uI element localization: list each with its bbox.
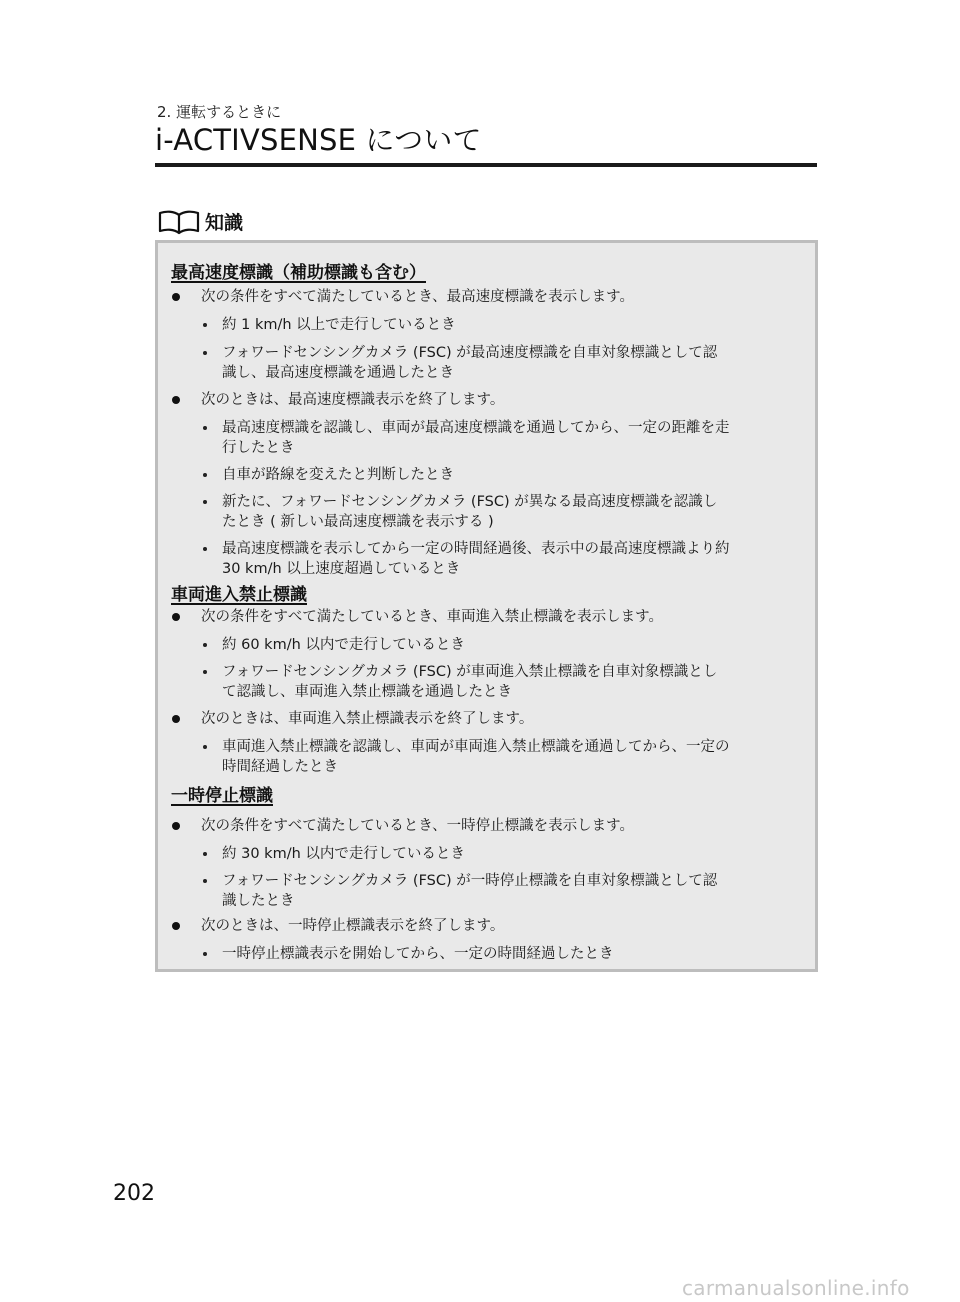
sub-bullet-text: 約 30 km/h 以内で走行しているとき bbox=[222, 846, 465, 862]
sub-bullet-text: フォワードセンシングカメラ (FSC) が最高速度標識を自車対象標識として認 bbox=[222, 345, 718, 361]
page-title: i-ACTIVSENSE について bbox=[155, 123, 482, 157]
bullet-dot bbox=[172, 293, 180, 301]
sub-bullet-text: 30 km/h 以上速度超過しているとき bbox=[222, 561, 461, 577]
book-icon bbox=[157, 209, 201, 235]
sub-bullet-text: 識し、最高速度標識を通過したとき bbox=[222, 365, 454, 381]
sub-bullet-text: 約 60 km/h 以内で走行しているとき bbox=[222, 637, 465, 653]
sub-bullet-dot bbox=[203, 473, 207, 477]
bullet-dot bbox=[172, 922, 180, 930]
sub-bullet-dot bbox=[203, 643, 207, 647]
sub-bullet-text: フォワードセンシングカメラ (FSC) が一時停止標識を自車対象標識として認 bbox=[222, 873, 718, 889]
bullet-text: 次のときは、最高速度標識表示を終了します。 bbox=[201, 392, 505, 408]
bullet-text: 次の条件をすべて満たしているとき、車両進入禁止標識を表示します。 bbox=[201, 609, 663, 625]
sub-bullet-dot bbox=[203, 323, 207, 327]
section-heading: 最高速度標識（補助標識も含む） bbox=[171, 263, 426, 283]
sub-bullet-text: 自車が路線を変えたと判断したとき bbox=[222, 467, 454, 483]
sub-bullet-text: 最高速度標識を認識し、車両が最高速度標識を通過してから、一定の距離を走 bbox=[222, 420, 730, 436]
watermark: carmanualsonline.info bbox=[682, 1276, 910, 1300]
sub-bullet-dot bbox=[203, 426, 207, 430]
sub-bullet-text: 行したとき bbox=[222, 440, 295, 456]
sub-bullet-text: 新たに、フォワードセンシングカメラ (FSC) が異なる最高速度標識を認識し bbox=[222, 494, 718, 510]
bullet-text: 次のときは、一時停止標識表示を終了します。 bbox=[201, 918, 505, 934]
sub-bullet-dot bbox=[203, 670, 207, 674]
chapter-label: 2. 運転するときに bbox=[157, 103, 282, 121]
sub-bullet-text: 約 1 km/h 以上で走行しているとき bbox=[222, 317, 456, 333]
sub-bullet-text: て認識し、車両進入禁止標識を通過したとき bbox=[222, 684, 512, 700]
sub-bullet-text: フォワードセンシングカメラ (FSC) が車両進入禁止標識を自車対象標識とし bbox=[222, 664, 718, 680]
sub-bullet-dot bbox=[203, 879, 207, 883]
bullet-dot bbox=[172, 822, 180, 830]
sub-bullet-text: 一時停止標識表示を開始してから、一定の時間経過したとき bbox=[222, 946, 614, 962]
sub-bullet-text: 識したとき bbox=[222, 893, 295, 909]
bullet-text: 次のときは、車両進入禁止標識表示を終了します。 bbox=[201, 711, 534, 727]
sub-bullet-dot bbox=[203, 547, 207, 551]
knowledge-label: 知識 bbox=[205, 212, 244, 234]
bullet-dot bbox=[172, 613, 180, 621]
section-heading: 車両進入禁止標識 bbox=[171, 585, 307, 605]
bullet-dot bbox=[172, 715, 180, 723]
title-rule bbox=[155, 163, 817, 167]
sub-bullet-dot bbox=[203, 952, 207, 956]
bullet-text: 次の条件をすべて満たしているとき、最高速度標識を表示します。 bbox=[201, 289, 634, 305]
page-number: 202 bbox=[113, 1181, 155, 1206]
bullet-dot bbox=[172, 396, 180, 404]
sub-bullet-dot bbox=[203, 500, 207, 504]
section-heading: 一時停止標識 bbox=[171, 786, 273, 806]
sub-bullet-text: 時間経過したとき bbox=[222, 759, 338, 775]
bullet-text: 次の条件をすべて満たしているとき、一時停止標識を表示します。 bbox=[201, 818, 634, 834]
knowledge-header bbox=[157, 208, 243, 235]
sub-bullet-text: 最高速度標識を表示してから一定の時間経過後、表示中の最高速度標識より約 bbox=[222, 541, 730, 557]
sub-bullet-text: 車両進入禁止標識を認識し、車両が車両進入禁止標識を通過してから、一定の bbox=[222, 739, 730, 755]
sub-bullet-dot bbox=[203, 351, 207, 355]
sub-bullet-dot bbox=[203, 852, 207, 856]
sub-bullet-dot bbox=[203, 745, 207, 749]
sub-bullet-text: たとき ( 新しい最高速度標識を表示する ) bbox=[222, 514, 494, 530]
